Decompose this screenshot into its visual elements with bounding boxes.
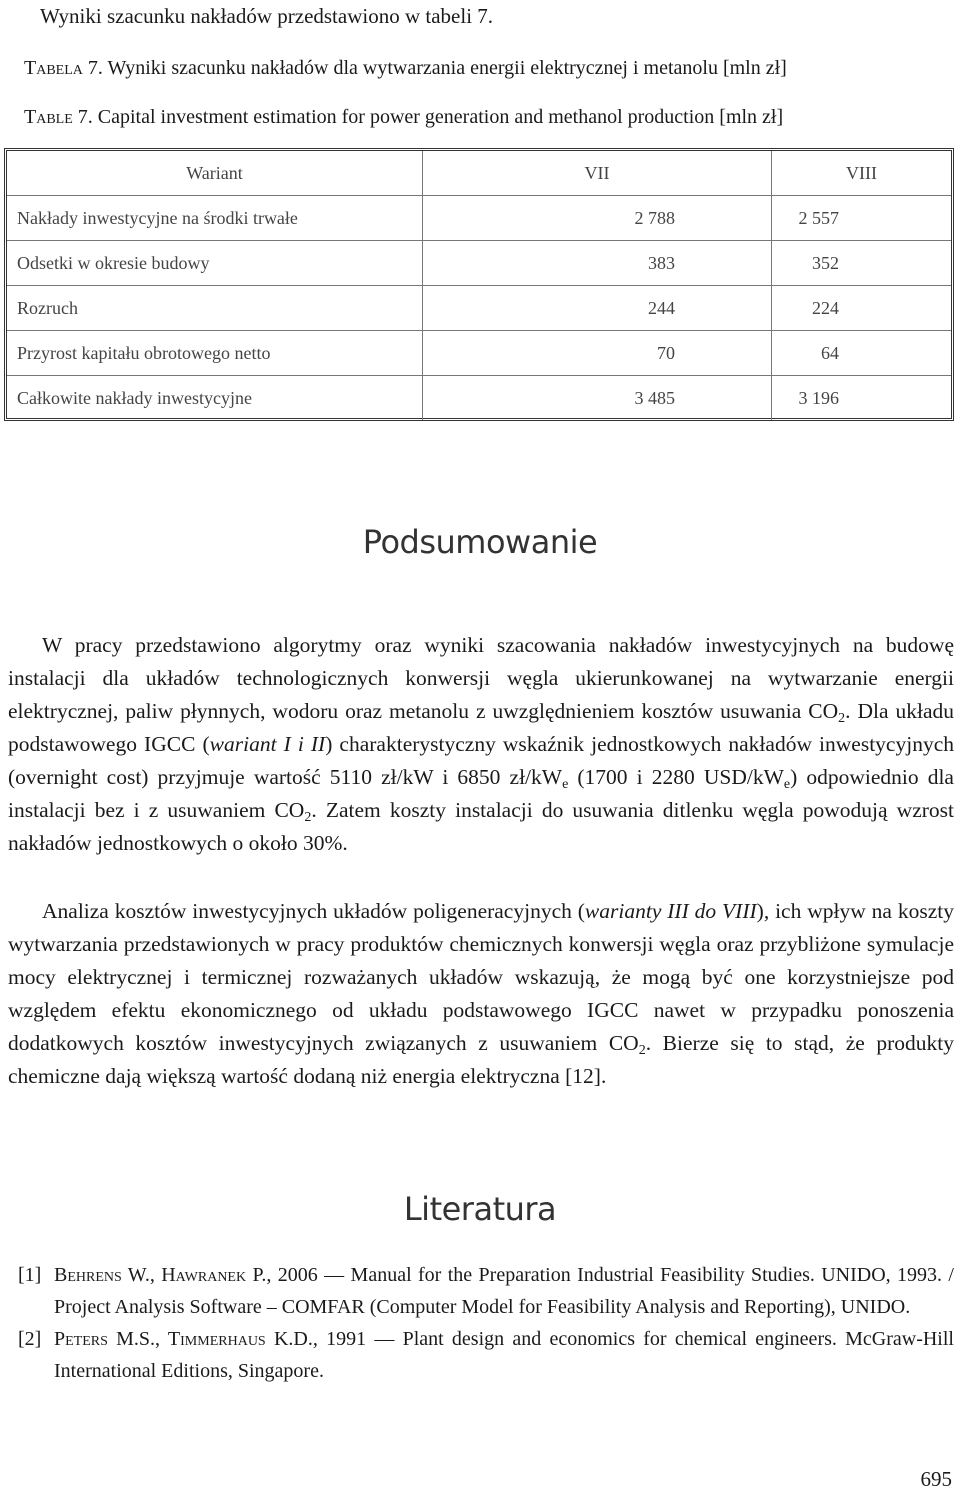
caption-text-english: Capital investment estimation for power generation and methanol production [mln zł] <box>92 106 784 128</box>
row-value-viii: 352 <box>772 241 952 286</box>
table-row <box>7 286 951 331</box>
caption-label-polish: Tabela 7. <box>24 57 103 79</box>
row-label: Odsetki w okresie budowy <box>7 241 423 286</box>
subscript: e <box>783 777 791 792</box>
row-label: Rozruch <box>7 286 423 331</box>
table-row <box>7 376 951 421</box>
italic-run: wariant I i II <box>209 732 326 756</box>
reference-authors: Behrens W., Hawranek P. <box>54 1264 267 1286</box>
section-heading-summary: Podsumowanie <box>362 523 598 561</box>
text-run: ) charakterystyczny wskaźnik jednostkowych nakładów inwestycyjnych (overnight cost) przyjmuje wartość 5110 zł/kW i 6850 zł/kW <box>8 732 954 789</box>
row-value-vii: 383 <box>423 241 772 286</box>
results-table <box>7 151 951 420</box>
table-row <box>7 331 951 376</box>
reference-text: , 2006 — Manual for the Preparation Industrial Feasibility Studies. UNIDO, 1993. / Project Analysis Software – COMFAR (Computer Model for Feasibility Analysis and Reporting), UNIDO. <box>54 1264 954 1318</box>
header-wariant: Wariant <box>7 151 423 196</box>
table-caption-polish <box>24 55 787 81</box>
text-run: (1700 i 2280 USD/kW <box>568 765 784 789</box>
intro-sentence: Wyniki szacunku nakładów przedstawiono w tabeli 7. <box>40 4 494 28</box>
row-value-vii: 2 788 <box>423 196 772 241</box>
reference-text: , 1991 — Plant design and economics for chemical engineers. McGraw-Hill International Editions, Singapore. <box>54 1328 954 1382</box>
reference-item <box>18 1259 954 1323</box>
subscript: 2 <box>304 810 312 825</box>
subscript: 2 <box>638 1043 646 1058</box>
text-run: . Bierze się to stąd, że produkty chemiczne dają większą wartość dodaną niż energia elektryczna [12]. <box>8 1031 954 1088</box>
results-table-frame <box>4 148 954 421</box>
reference-list <box>18 1259 954 1387</box>
page-number: 695 <box>920 1467 952 1491</box>
row-value-viii: 224 <box>772 286 952 331</box>
summary-paragraph-1 <box>8 629 954 860</box>
row-value-viii: 64 <box>772 331 952 376</box>
row-label: Całkowite nakłady inwestycyjne <box>7 376 423 421</box>
text-run: W pracy przedstawiono algorytmy oraz wyniki szacowania nakładów inwestycyjnych na budowę instalacji dla układów technologicznych konwersji węgla ukierunkowanej na wytwarzanie energii elektrycznej, paliw płynnych, wodoru oraz metanolu z uwzględnieniem kosztów usuwania CO <box>8 633 954 723</box>
reference-item <box>18 1323 954 1387</box>
reference-number: [2] <box>18 1328 42 1350</box>
row-label: Nakłady inwestycyjne na środki trwałe <box>7 196 423 241</box>
header-vii: VII <box>423 151 772 196</box>
header-viii: VIII <box>772 151 952 196</box>
row-value-vii: 3 485 <box>423 376 772 421</box>
table-header-row <box>7 151 951 196</box>
table-caption-english <box>24 104 783 130</box>
text-run: ) odpowiednio dla instalacji bez i z usuwaniem CO <box>8 765 954 822</box>
row-value-viii: 3 196 <box>772 376 952 421</box>
row-value-viii: 2 557 <box>772 196 952 241</box>
table-row <box>7 196 951 241</box>
row-value-vii: 244 <box>423 286 772 331</box>
reference-authors: Peters M.S., Timmerhaus K.D. <box>54 1328 313 1350</box>
caption-label-english: Table 7. <box>24 106 93 128</box>
row-value-vii: 70 <box>423 331 772 376</box>
text-run: . Zatem koszty instalacji do usuwania ditlenku węgla powodują wzrost nakładów jednostkowych o około 30%. <box>8 798 954 855</box>
italic-run: warianty III do VIII <box>584 899 757 923</box>
subscript: e <box>562 777 569 792</box>
summary-paragraph-2 <box>8 895 954 1093</box>
table-row <box>7 241 951 286</box>
text-run: . Dla układu podstawowego IGCC ( <box>8 699 954 756</box>
section-heading-literature: Literatura <box>403 1190 557 1228</box>
caption-text-polish: Wyniki szacunku nakładów dla wytwarzania energii elektrycznej i metanolu [mln zł] <box>102 57 787 79</box>
row-label: Przyrost kapitału obrotowego netto <box>7 331 423 376</box>
text-run: ), ich wpływ na koszty wytwarzania przedstawionych w pracy produktów chemicznych konwersji węgla oraz przybliżone symulacje mocy elektrycznej i termicznej rozważanych układów wskazują, że mogą być one korzystniejsze pod względem efektu ekonomicznego od układu podstawowego IGCC nawet w przypadku ponoszenia dodatkowych kosztów inwestycyjnych związanych z usuwaniem CO <box>8 899 954 1055</box>
text-run: Analiza kosztów inwestycyjnych układów poligeneracyjnych ( <box>42 899 585 923</box>
reference-number: [1] <box>18 1264 42 1286</box>
subscript: 2 <box>838 711 846 726</box>
